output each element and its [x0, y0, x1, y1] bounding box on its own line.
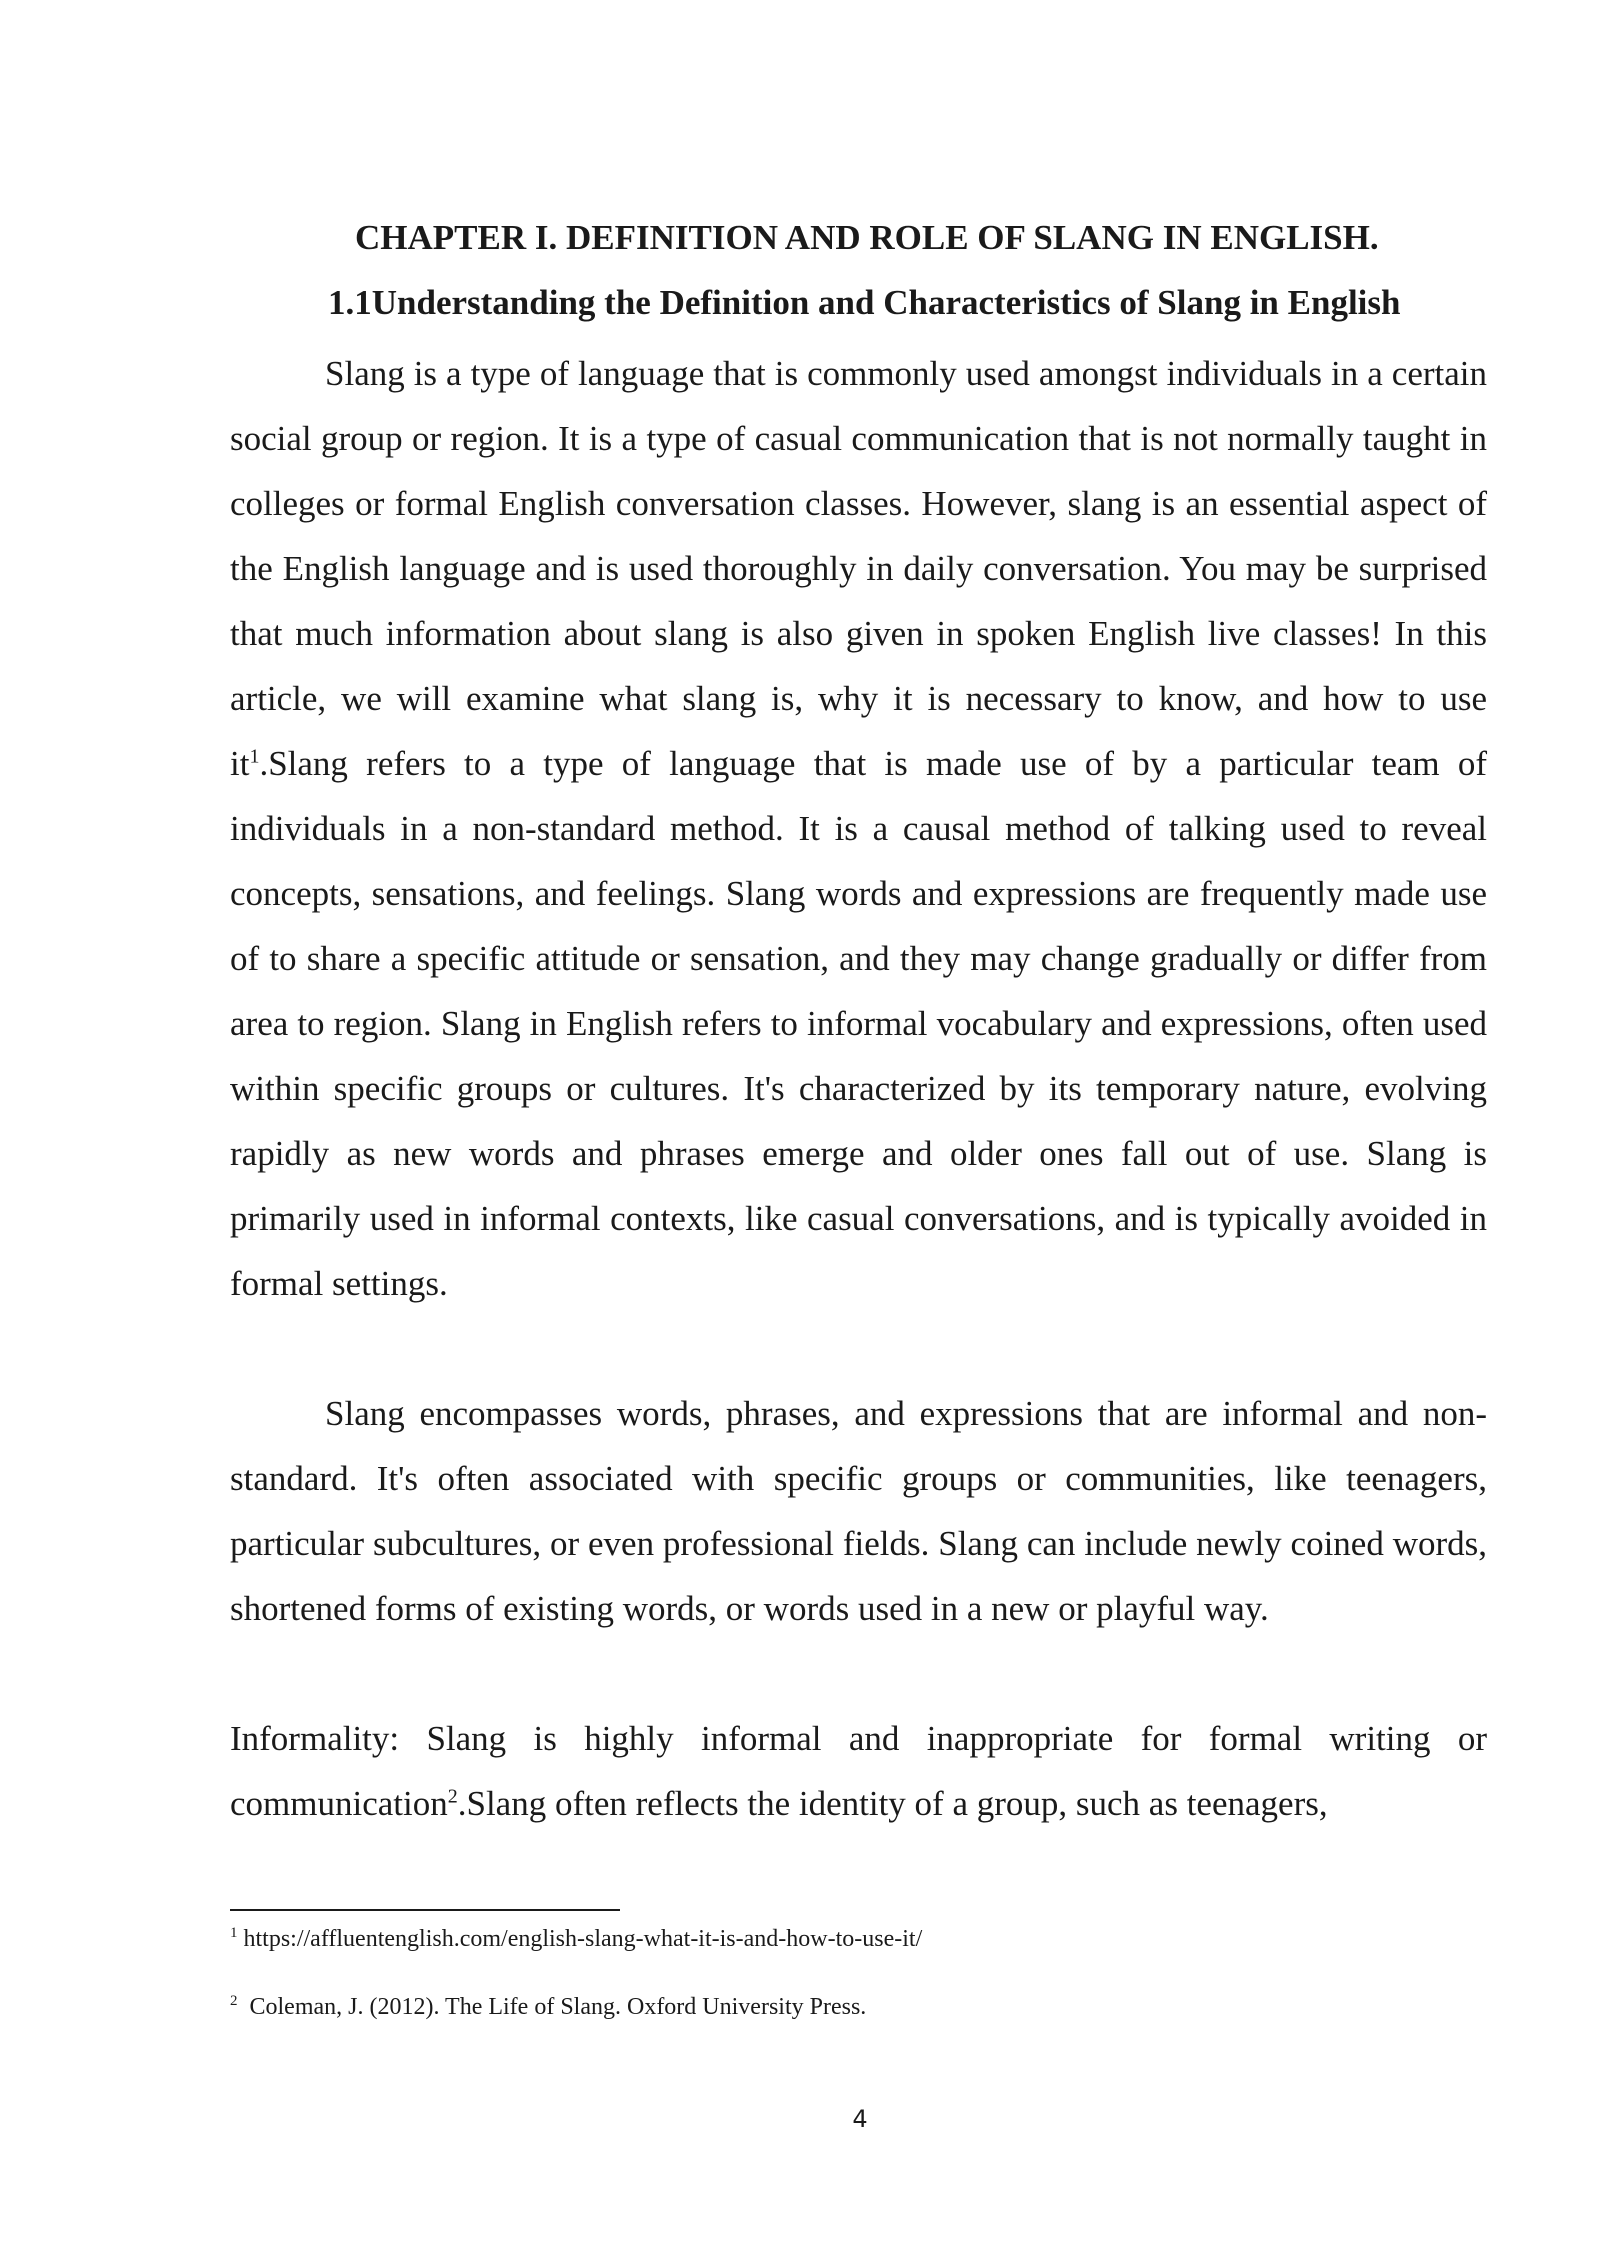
paragraph-3-text-b: .Slang often reflects the identity of a group, such as teenagers, — [457, 1784, 1328, 1823]
footnote-2 — [230, 1994, 866, 2021]
body-paragraph-1 — [230, 341, 1487, 1316]
paragraph-3-text-a: Informality: Slang is highly informal and inappropriate for formal writing or communication — [230, 1719, 1487, 1823]
footnote-2-mark: 2 — [230, 1993, 238, 2009]
footnote-2-text: Coleman, J. (2012). The Life of Slang. Oxford University Press. — [243, 1994, 867, 2020]
footnote-1-text: https://affluentenglish.com/english-slang-what-it-is-and-how-to-use-it/ — [243, 1926, 923, 1952]
body-paragraph-2: Slang encompasses words, phrases, and expressions that are informal and non-standard. It's often associated with specific groups or communities, like teenagers, particular subcultures, or even professional fields. Slang can include newly coined words, shortened forms of existing words, or words used in a new or playful way. — [230, 1394, 1487, 1628]
footnote-reference-1[interactable]: 1 — [249, 745, 260, 768]
body-paragraph-3 — [230, 1706, 1487, 1836]
paragraph-1-text-a: Slang is a type of language that is commonly used amongst individuals in a certain social group or region. It is a type of casual communication that is not normally taught in colleges or formal English conversation classes. However, slang is an essential aspect of the English language and is used thoroughly in daily conversation. You may be surprised that much information about slang is also given in spoken English live classes! In this article, we will examine what slang is, why it is necessary to know, and how to use it — [230, 354, 1487, 783]
footnote-1-mark: 1 — [230, 1925, 238, 1941]
footnote-separator — [230, 1909, 620, 1911]
page-number: 4 — [852, 2105, 868, 2133]
chapter-title: CHAPTER I. DEFINITION AND ROLE OF SLANG IN ENGLISH. — [355, 218, 1379, 257]
footnote-1 — [230, 1926, 922, 1953]
section-title: 1.1Understanding the Definition and Characteristics of Slang in English — [328, 283, 1401, 322]
footnote-reference-2[interactable]: 2 — [447, 1785, 458, 1808]
paragraph-1-text-b: .Slang refers to a type of language that is made use of by a particular team of individuals in a non-standard method. It is a causal method of talking used to reveal concepts, sensations, and feelings. Slang words and expressions are frequently made use of to share a specific attitude or sensation, and they may change gradually or differ from area to region. Slang in English refers to informal vocabulary and expressions, often used within specific groups or cultures. It's characterized by its temporary nature, evolving rapidly as new words and phrases emerge and older ones fall out of use. Slang is primarily used in informal contexts, like casual conversations, and is typically avoided in formal settings. — [230, 744, 1487, 1303]
